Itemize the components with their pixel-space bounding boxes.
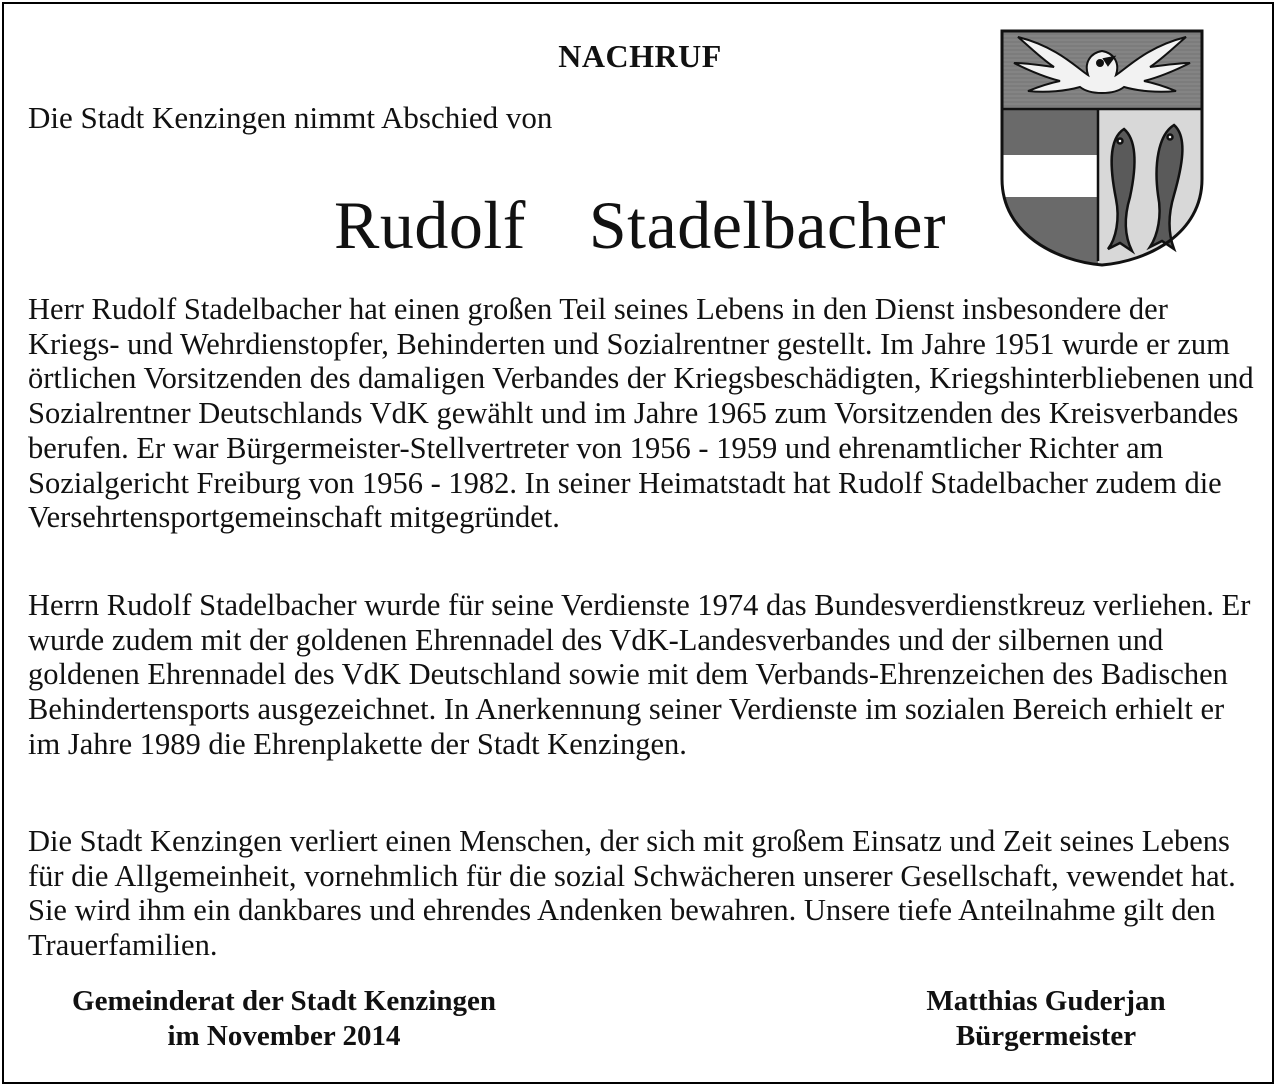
signature-mayor: [896, 984, 1196, 1054]
intro-line: Die Stadt Kenzingen nimmt Abschied von: [28, 100, 553, 135]
deceased-name: Rudolf Stadelbacher: [333, 187, 947, 263]
paragraph-condolence: Die Stadt Kenzingen verliert einen Menschen, der sich mit großem Einsatz und Zeit seines Lebens für die Allgemeinheit, vornehmlich für die sozial Schwächeren unserer Gesellschaft, vewendet hat. Sie wird ihm ein dankbares und ehrendes Andenken bewahren. Unsere tiefe Anteilnahme gilt den Trauerfamilien.: [28, 824, 1236, 963]
coat-of-arms-icon: [998, 29, 1206, 267]
paragraph-service: Herr Rudolf Stadelbacher hat einen großen Teil seines Lebens in den Dienst insbesondere der Kriegs- und Wehrdienstopfer, Behinderten und Sozialrentner gestellt. Im Jahre 1951 wurde er zum örtlichen Vorsitzenden des damaligen Verbandes der Kriegsbeschädigten, Kriegshinterbliebenen und Sozialrentner Deutschlands VdK gewählt und im Jahre 1965 zum Vorsitzenden des Kreisverbandes berufen. Er war Bürgermeister-Stellvertreter von 1956 - 1959 und ehrenamtlicher Richter am Sozialgericht Freiburg von 1956 - 1982. In seiner Heimatstadt hat Rudolf Stadelbacher zudem die Versehrtensportgemeinschaft mitgegründet.: [28, 292, 1254, 535]
signature-mayor-title: Bürgermeister: [955, 1020, 1137, 1052]
notice-heading: NACHRUF: [558, 38, 722, 74]
signature-mayor-name: Matthias Guderjan: [926, 985, 1166, 1017]
paragraph-honours: Herrn Rudolf Stadelbacher wurde für seine Verdienste 1974 das Bundesverdienstkreuz verliehen. Er wurde zudem mit der goldenen Ehrennadel des VdK-Landesverbandes und der silbernen und goldenen Ehrennadel des VdK Deutschland sowie mit dem Verbands-Ehrenzeichen des Badischen Behindertensports ausgezeichnet. In Anerkennung seiner Verdienste im sozialen Bereich erhielt er im Jahre 1989 die Ehrenplakette der Stadt Kenzingen.: [28, 588, 1251, 761]
signature-council-name: Gemeinderat der Stadt Kenzingen: [72, 985, 496, 1017]
signature-council-date: im November 2014: [167, 1020, 401, 1052]
signature-council: [28, 984, 540, 1054]
